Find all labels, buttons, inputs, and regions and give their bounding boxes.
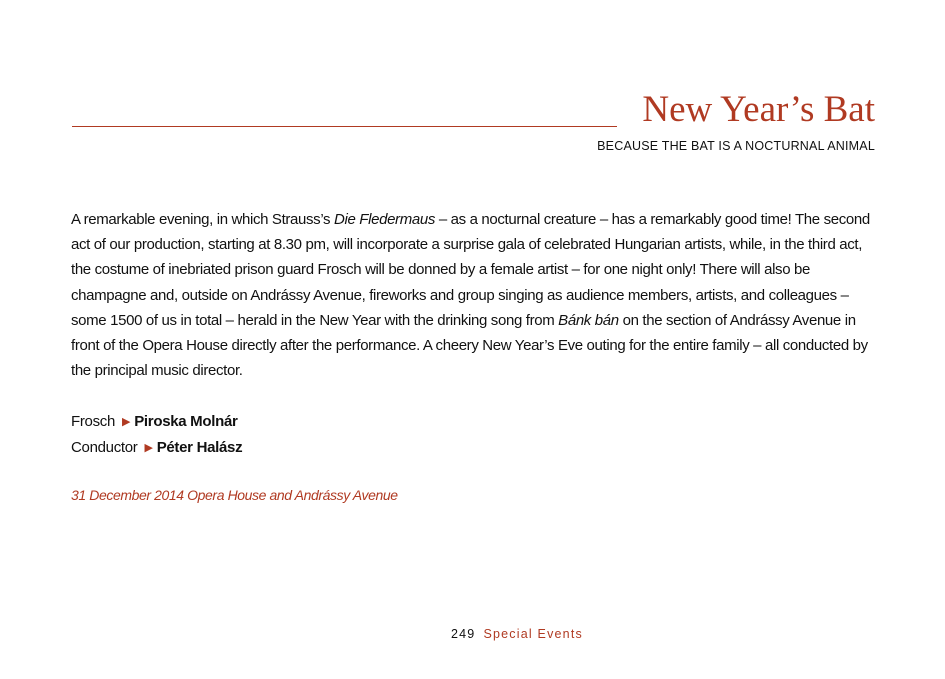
- title-rule: [72, 126, 617, 127]
- credit-name: Piroska Molnár: [134, 413, 238, 430]
- work-title: Die Fledermaus: [334, 211, 435, 228]
- page-number: 249: [451, 627, 476, 641]
- section-name: Special Events: [483, 627, 583, 641]
- work-title: Bánk bán: [558, 311, 619, 329]
- credit-role: Frosch: [71, 413, 116, 430]
- triangle-right-icon: ▶: [122, 416, 131, 428]
- credit-role: Conductor: [71, 439, 138, 456]
- page-footer: [451, 627, 583, 641]
- description-text: on the section of Andrássy Avenue in front of the Opera House directly after the performance. A cheery New Year’s Eve outing for the entire family – all conducted by the principal music director.: [71, 311, 868, 380]
- description-text: – as a nocturnal creature – has a remarkably good time! The second act of our production, starting at 8.30 pm, will incorporate a surprise gala of celebrated Hungarian artists, while, in the third act, the costume of inebriated prison guard Frosch will be donned by a female artist – for one night only! There will also be champagne and, outside on Andrássy Avenue, fireworks and group singing as audience members, artists, and colleagues – some 1500 of us in total – herald in the New Year with the drinking song from: [71, 211, 870, 329]
- description-paragraph: [71, 207, 879, 383]
- credit-row: [71, 409, 242, 435]
- page-title: New Year’s Bat: [642, 89, 875, 130]
- credit-row: [71, 435, 242, 461]
- date-venue-line: 31 December 2014 Opera House and Andrássy Avenue: [71, 487, 398, 503]
- page-subtitle: BECAUSE THE BAT IS A NOCTURNAL ANIMAL: [597, 139, 875, 153]
- triangle-right-icon: ▶: [144, 442, 153, 454]
- description-text: A remarkable evening, in which Strauss’s: [71, 211, 335, 228]
- credit-name: Péter Halász: [156, 439, 243, 456]
- credits-list: [71, 409, 242, 461]
